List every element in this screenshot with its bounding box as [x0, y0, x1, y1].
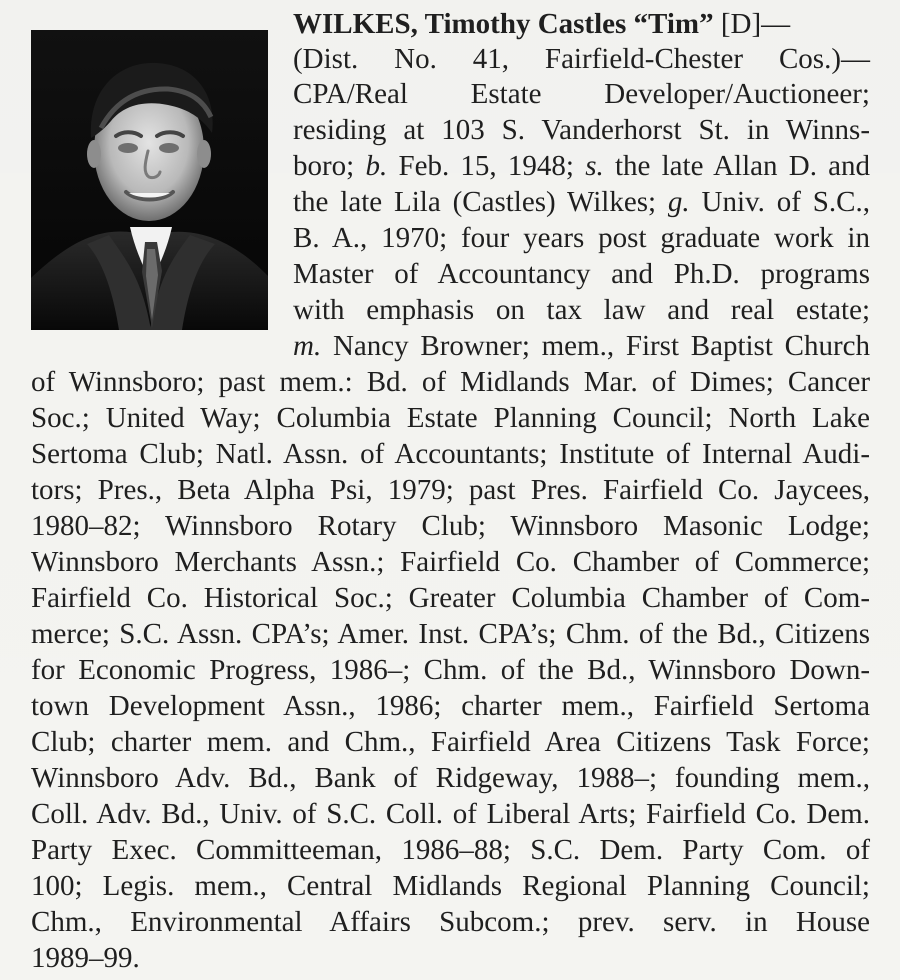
- biography-line: 1980–82; Winnsboro Rotary Club; Winnsboro Masonic Lodge;: [31, 510, 870, 542]
- biography-line: Sertoma Club; Natl. Assn. of Accountants; Institute of Internal Audi-: [31, 438, 870, 470]
- biography-line: 100; Legis. mem., Central Midlands Regional Planning Council;: [31, 870, 870, 902]
- biography-line: Coll. Adv. Bd., Univ. of S.C. Coll. of Liberal Arts; Fairfield Co. Dem.: [31, 798, 870, 830]
- text-segment: the late Allan D. and: [614, 150, 871, 182]
- text-segment: the late Lila (Castles) Wilkes;: [293, 186, 657, 218]
- biography-line: town Development Assn., 1986; charter mem., Fairfield Sertoma: [31, 690, 870, 722]
- text-segment: Univ. of S.C.,: [701, 186, 871, 218]
- biography-line: Chm., Environmental Affairs Subcom.; prev. serv. in House: [31, 906, 870, 938]
- abbreviation-g: g.: [667, 186, 690, 218]
- parents-education-line: [293, 188, 870, 217]
- residence-line: residing at 103 S. Vanderhorst St. in Winns-: [293, 114, 870, 146]
- marriage-line: [293, 332, 870, 361]
- portrait-photo: [31, 30, 268, 330]
- biography-line: for Economic Progress, 1986–; Chm. of the Bd., Winnsboro Down-: [31, 654, 870, 686]
- biography-line: Winnsboro Merchants Assn.; Fairfield Co. Chamber of Commerce;: [31, 546, 870, 578]
- biography-line: Winnsboro Adv. Bd., Bank of Ridgeway, 1988–; founding mem.,: [31, 762, 870, 794]
- biography-line: 1989–99.: [31, 942, 140, 974]
- party-label: [D]—: [720, 8, 791, 40]
- abbreviation-m: m.: [293, 330, 322, 362]
- abbreviation-s: s.: [585, 150, 604, 182]
- biography-line: Club; charter mem. and Chm., Fairfield Area Citizens Task Force;: [31, 726, 870, 758]
- biography-line: tors; Pres., Beta Alpha Psi, 1979; past Pres. Fairfield Co. Jaycees,: [31, 474, 870, 506]
- abbreviation-b: b.: [365, 150, 388, 182]
- member-name: WILKES, Timothy Castles “Tim”: [293, 8, 714, 40]
- education-line: B. A., 1970; four years post graduate work in: [293, 222, 870, 254]
- birth-parents-line: [293, 152, 870, 181]
- occupation-line: CPA/Real Estate Developer/Auctioneer;: [293, 78, 870, 110]
- district-line: (Dist. No. 41, Fairfield-Chester Cos.)—: [293, 43, 870, 75]
- biography-line: Party Exec. Committeeman, 1986–88; S.C. Dem. Party Com. of: [31, 834, 870, 866]
- text-segment: boro;: [293, 150, 355, 182]
- emphasis-line: with emphasis on tax law and real estate;: [293, 294, 870, 326]
- biography-line: merce; S.C. Assn. CPA’s; Amer. Inst. CPA’s; Chm. of the Bd., Citizens: [31, 618, 870, 650]
- text-segment: Nancy Browner; mem., First Baptist Church: [332, 330, 870, 362]
- text-segment: Feb. 15, 1948;: [398, 150, 574, 182]
- programs-line: Master of Accountancy and Ph.D. programs: [293, 258, 870, 290]
- biography-line: Soc.; United Way; Columbia Estate Planning Council; North Lake: [31, 402, 870, 434]
- entry-title-line: [293, 10, 870, 39]
- biography-line: of Winnsboro; past mem.: Bd. of Midlands Mar. of Dimes; Cancer: [31, 366, 870, 398]
- biography-line: Fairfield Co. Historical Soc.; Greater Columbia Chamber of Com-: [31, 582, 870, 614]
